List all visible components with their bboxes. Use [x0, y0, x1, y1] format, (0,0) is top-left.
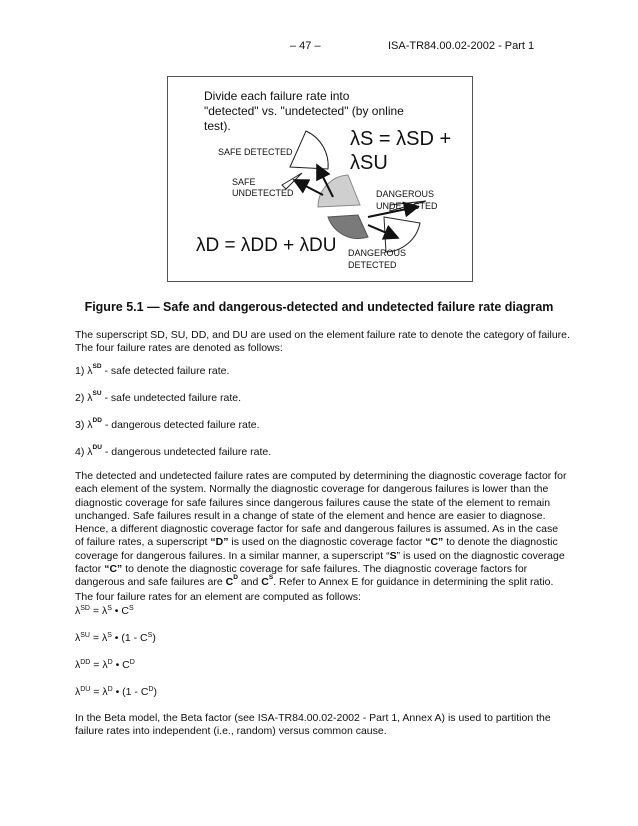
list-item: 4) $\lambda^{DU}$ - dangerous undetected failure rate.	[75, 444, 272, 458]
figure-caption: Figure 5.1 — Safe and dangerous-detected and undetected failure rate diagram	[84, 300, 554, 314]
page-number: – 47 –	[290, 40, 321, 52]
paragraph-diagnostic-coverage: The detected and undetected failure rates are computed by determining the diagnostic coverage factor for each element of the system. Normally the diagnostic coverage for dangerous failures is lower than the diagnostic coverage for safe failures since dangerous failures cause the state of the element to remain unchanged. Safe failures result in a change of state of the element and hence are easier to diagnose. Hence, a different diagnostic coverage factor for safe and dangerous failures is assumed. As in the case of failure rates, a superscript “D” is used on the diagnostic coverage factor “C” to denote the diagnostic coverage for dangerous failures. In a similar manner, a superscript “S” is used on the diagnostic coverage factor “C” to denote the diagnostic coverage for safe failures. The diagnostic coverage factors for dangerous and safe failures are $C^D$ and $C^S$. Refer to Annex E for guidance in determining the split ratio. The four failure rates for an element are computed as follows:	[75, 470, 567, 603]
list-item: 2) $\lambda^{SU}$ - safe undetected failure rate.	[75, 390, 242, 404]
failure-rate-diagram	[167, 76, 473, 282]
diagram-instruction-3: test).	[204, 119, 231, 133]
diagram-instruction-2: "detected" vs. "undetected" (by online	[204, 104, 404, 118]
equation-su: $\lambda^{SU} = \lambda^S$ • $(1 - C^S)$	[75, 632, 156, 644]
document-id: ISA-TR84.00.02-2002 - Part 1	[388, 40, 535, 52]
equation-lambda-d: λD = λDD + λDU	[196, 235, 337, 256]
label-dangerous-detected: DANGEROUS DETECTED	[348, 248, 407, 270]
equation-lambda-s: λS = λSD + λSU	[350, 128, 452, 174]
equation-du: $\lambda^{DU} = \lambda^D$ • $(1 - C^D)$	[75, 686, 157, 698]
label-safe-detected: SAFE DETECTED	[218, 147, 293, 157]
list-item: 1) $\lambda^{SD}$ - safe detected failure rate.	[75, 363, 230, 377]
paragraph-beta-model: In the Beta model, the Beta factor (see ISA-TR84.00.02-2002 - Part 1, Annex A) is used to partition the failure rates into independent (i.e., random) versus common cause.	[75, 712, 551, 738]
label-safe-undetected: SAFE UNDETECTED	[232, 177, 294, 198]
equation-sd: $\lambda^{SD} = \lambda^S$ • $C^S$	[75, 605, 134, 617]
safe-detected-slice	[290, 131, 328, 169]
arrow-to-safe-undetected	[296, 181, 323, 195]
label-dangerous-undetected: DANGEROUS UNDETECTED	[376, 189, 438, 211]
paragraph-intro: The superscript SD, SU, DD, and DU are used on the element failure rate to denote the category of failure. The four failure rates are denoted as follows:	[75, 329, 570, 355]
equation-dd: $\lambda^{DD} = \lambda^D$ • $C^D$	[75, 659, 135, 671]
diagram-instruction-1: Divide each failure rate into	[204, 89, 350, 103]
list-item: 3) $\lambda^{DD}$ - dangerous detected failure rate.	[75, 417, 260, 431]
